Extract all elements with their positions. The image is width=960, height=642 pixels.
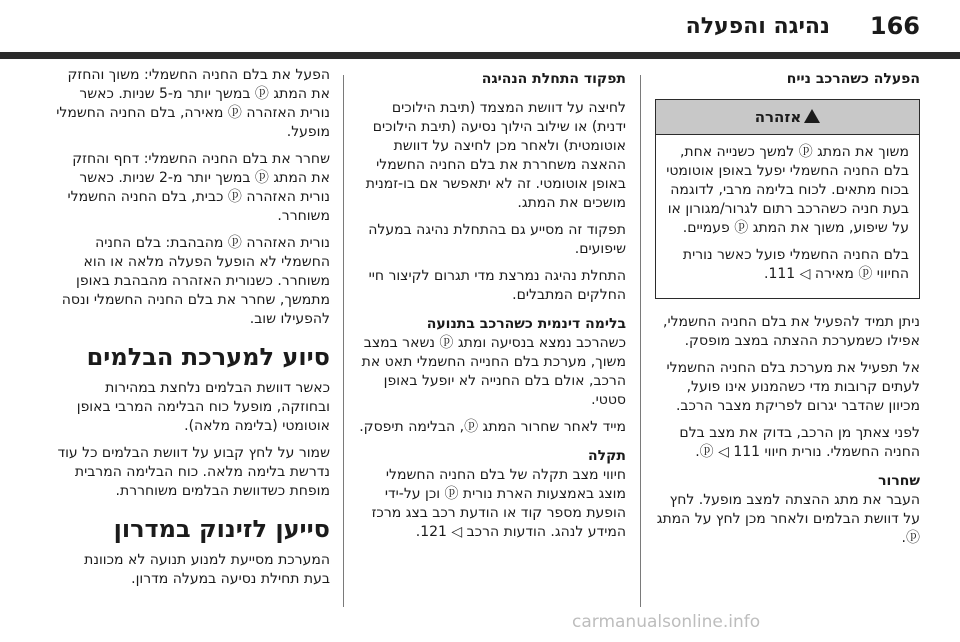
body-paragraph: התחלת נהיגה נמרצת מדי תגרום לקיצור חיי החלקים המתבלים. <box>368 268 626 303</box>
warning-box <box>655 99 920 299</box>
subheading-dynamic-braking: בלימה דינמית כשהרכב בתנועה <box>426 316 626 332</box>
warning-body <box>656 135 919 298</box>
body-paragraph: מייד לאחר שחרור המתג ⓟ, הבלימה תיפסק. <box>359 419 626 435</box>
body-paragraph: כשהרכב נמצא בנסיעה ומתג ⓟ נשאר במצב משוך, מערכת בלם החנייה החשמלי תאט את הרכב, אולם בלם החנייה לא יופעל באופן סטטי. <box>361 335 626 408</box>
warning-title: אזהרה <box>754 108 802 126</box>
heading-hill-start-assist: סייען לזינוק במדרון <box>113 515 330 543</box>
warning-triangle-icon <box>804 109 820 123</box>
body-paragraph: כאשר דוושת הבלמים נלחצת במהירות ובחוזקה, מופעל כוח הבלימה המרבי באופן אוטומטי (בלימה מלאה). <box>76 380 330 434</box>
body-paragraph: לפני צאתך מן הרכב, בדוק את מצב בלם החניה החשמלי. נורית חיווי ⓟ ◁ 111. <box>679 425 920 460</box>
body-paragraph: אל תפעיל את מערכת בלם החניה החשמלי לעתים קרובות מדי כשהמנוע אינו פועל, מכיוון שהדבר יגרום לפריקת מצבר הרכב. <box>666 360 920 414</box>
body-paragraph: תפקוד זה מסייע גם בהתחלת נהיגה במעלה שיפועים. <box>368 222 626 257</box>
body-paragraph: שמור על לחץ קבוע על דוושת הבלמים כל עוד נדרשת בלימה מלאה. כוח הבלימה המרבית מופחת כשדוושת הבלמים משוחררת. <box>57 445 330 499</box>
column-divider-left <box>343 75 344 607</box>
column-right-heading: הפעלה כשהרכב נייח <box>786 71 920 87</box>
body-paragraph: חיווי מצב תקלה של בלם החניה החשמלי מוצג באמצעות הארת נורית ⓟ וכן על-ידי הופעת מספר קוד או הודעת רכב בצג מרכז המידע לנהג. הודעות הרכב ◁ 121. <box>371 467 626 540</box>
heading-brake-assist: סיוע למערכת הבלמים <box>86 343 330 371</box>
body-paragraph: העבר את מתג ההצתה למצב מופעל. לחץ על דוושת הבלמים ולאחר מכן לחץ על המתג ⓟ. <box>656 492 920 546</box>
body-paragraph: המערכת מסייעת למנוע תנועה לא מכוונת בעת תחילת נסיעה במעלה מדרון. <box>84 552 330 587</box>
body-paragraph: הפעל את בלם החניה החשמלי: משוך והחזק את המתג ⓟ במשך יותר מ-5 שניות. כאשר נורית האזהרה ⓟ מאירה, בלם החניה החשמלי מופעל. <box>56 67 330 140</box>
warning-paragraph: בלם החניה החשמלי פועל כאשר נורית החיווי ⓟ מאירה ◁ 111. <box>682 247 909 282</box>
body-paragraph: נורית האזהרה ⓟ מהבהבת: בלם החניה החשמלי לא הופעל הפעלה מלאה או הוא משוחרר. כשנורית האזהרה מהבהבת באופן מתמשך, שחרר את בלם החניה החשמלי ונסה להפעילו שוב. <box>61 235 330 327</box>
body-paragraph: ניתן תמיד להפעיל את בלם החניה החשמלי, אפילו כשמערכת ההצתה במצב מופסק. <box>663 314 920 349</box>
page-header <box>0 0 960 63</box>
column-middle <box>358 66 626 550</box>
page-number: 166 <box>869 12 920 40</box>
subheading-fault: תקלה <box>588 448 626 464</box>
column-middle-heading: תפקוד התחלת הנהיגה <box>481 71 626 87</box>
body-paragraph: לחיצה על דוושת המצמד (תיבת הילוכים ידנית) או שילוב הילוך נסיעה (תיבת הילוכים אוטומטית) ולאחר מכן לחיצה על דוושת ההאצה משחררת את בלם החניה החשמלי באופן אוטומטי. זה לא יתאפשר אם בו-זמנית מושכים את המתג. <box>365 100 626 211</box>
column-left <box>55 66 330 597</box>
watermark: carmanualsonline.info <box>572 612 761 632</box>
header-rule <box>0 52 960 59</box>
column-right <box>655 66 920 556</box>
body-paragraph: שחרר את בלם החניה החשמלי: דחף והחזק את המתג ⓟ במשך יותר מ-2 שניות. כאשר נורית האזהרה ⓟ כבית, בלם החניה החשמלי משוחרר. <box>67 151 330 224</box>
warning-paragraph: משוך את המתג ⓟ למשך כשנייה אחת, בלם החניה החשמלי יפעל באופן אוטומטי בכוח מתאים. לכוח בלימה מרבי, לדוגמה בעת חניה כשהרכב רתום לגרור/מגורון או על שיפוע, משוך את המתג ⓟ פעמיים. <box>666 144 909 236</box>
section-title: נהיגה והפעלה <box>685 14 830 39</box>
column-divider-right <box>640 75 641 607</box>
subheading-release: שחרור <box>878 473 920 489</box>
warning-header <box>656 100 919 135</box>
